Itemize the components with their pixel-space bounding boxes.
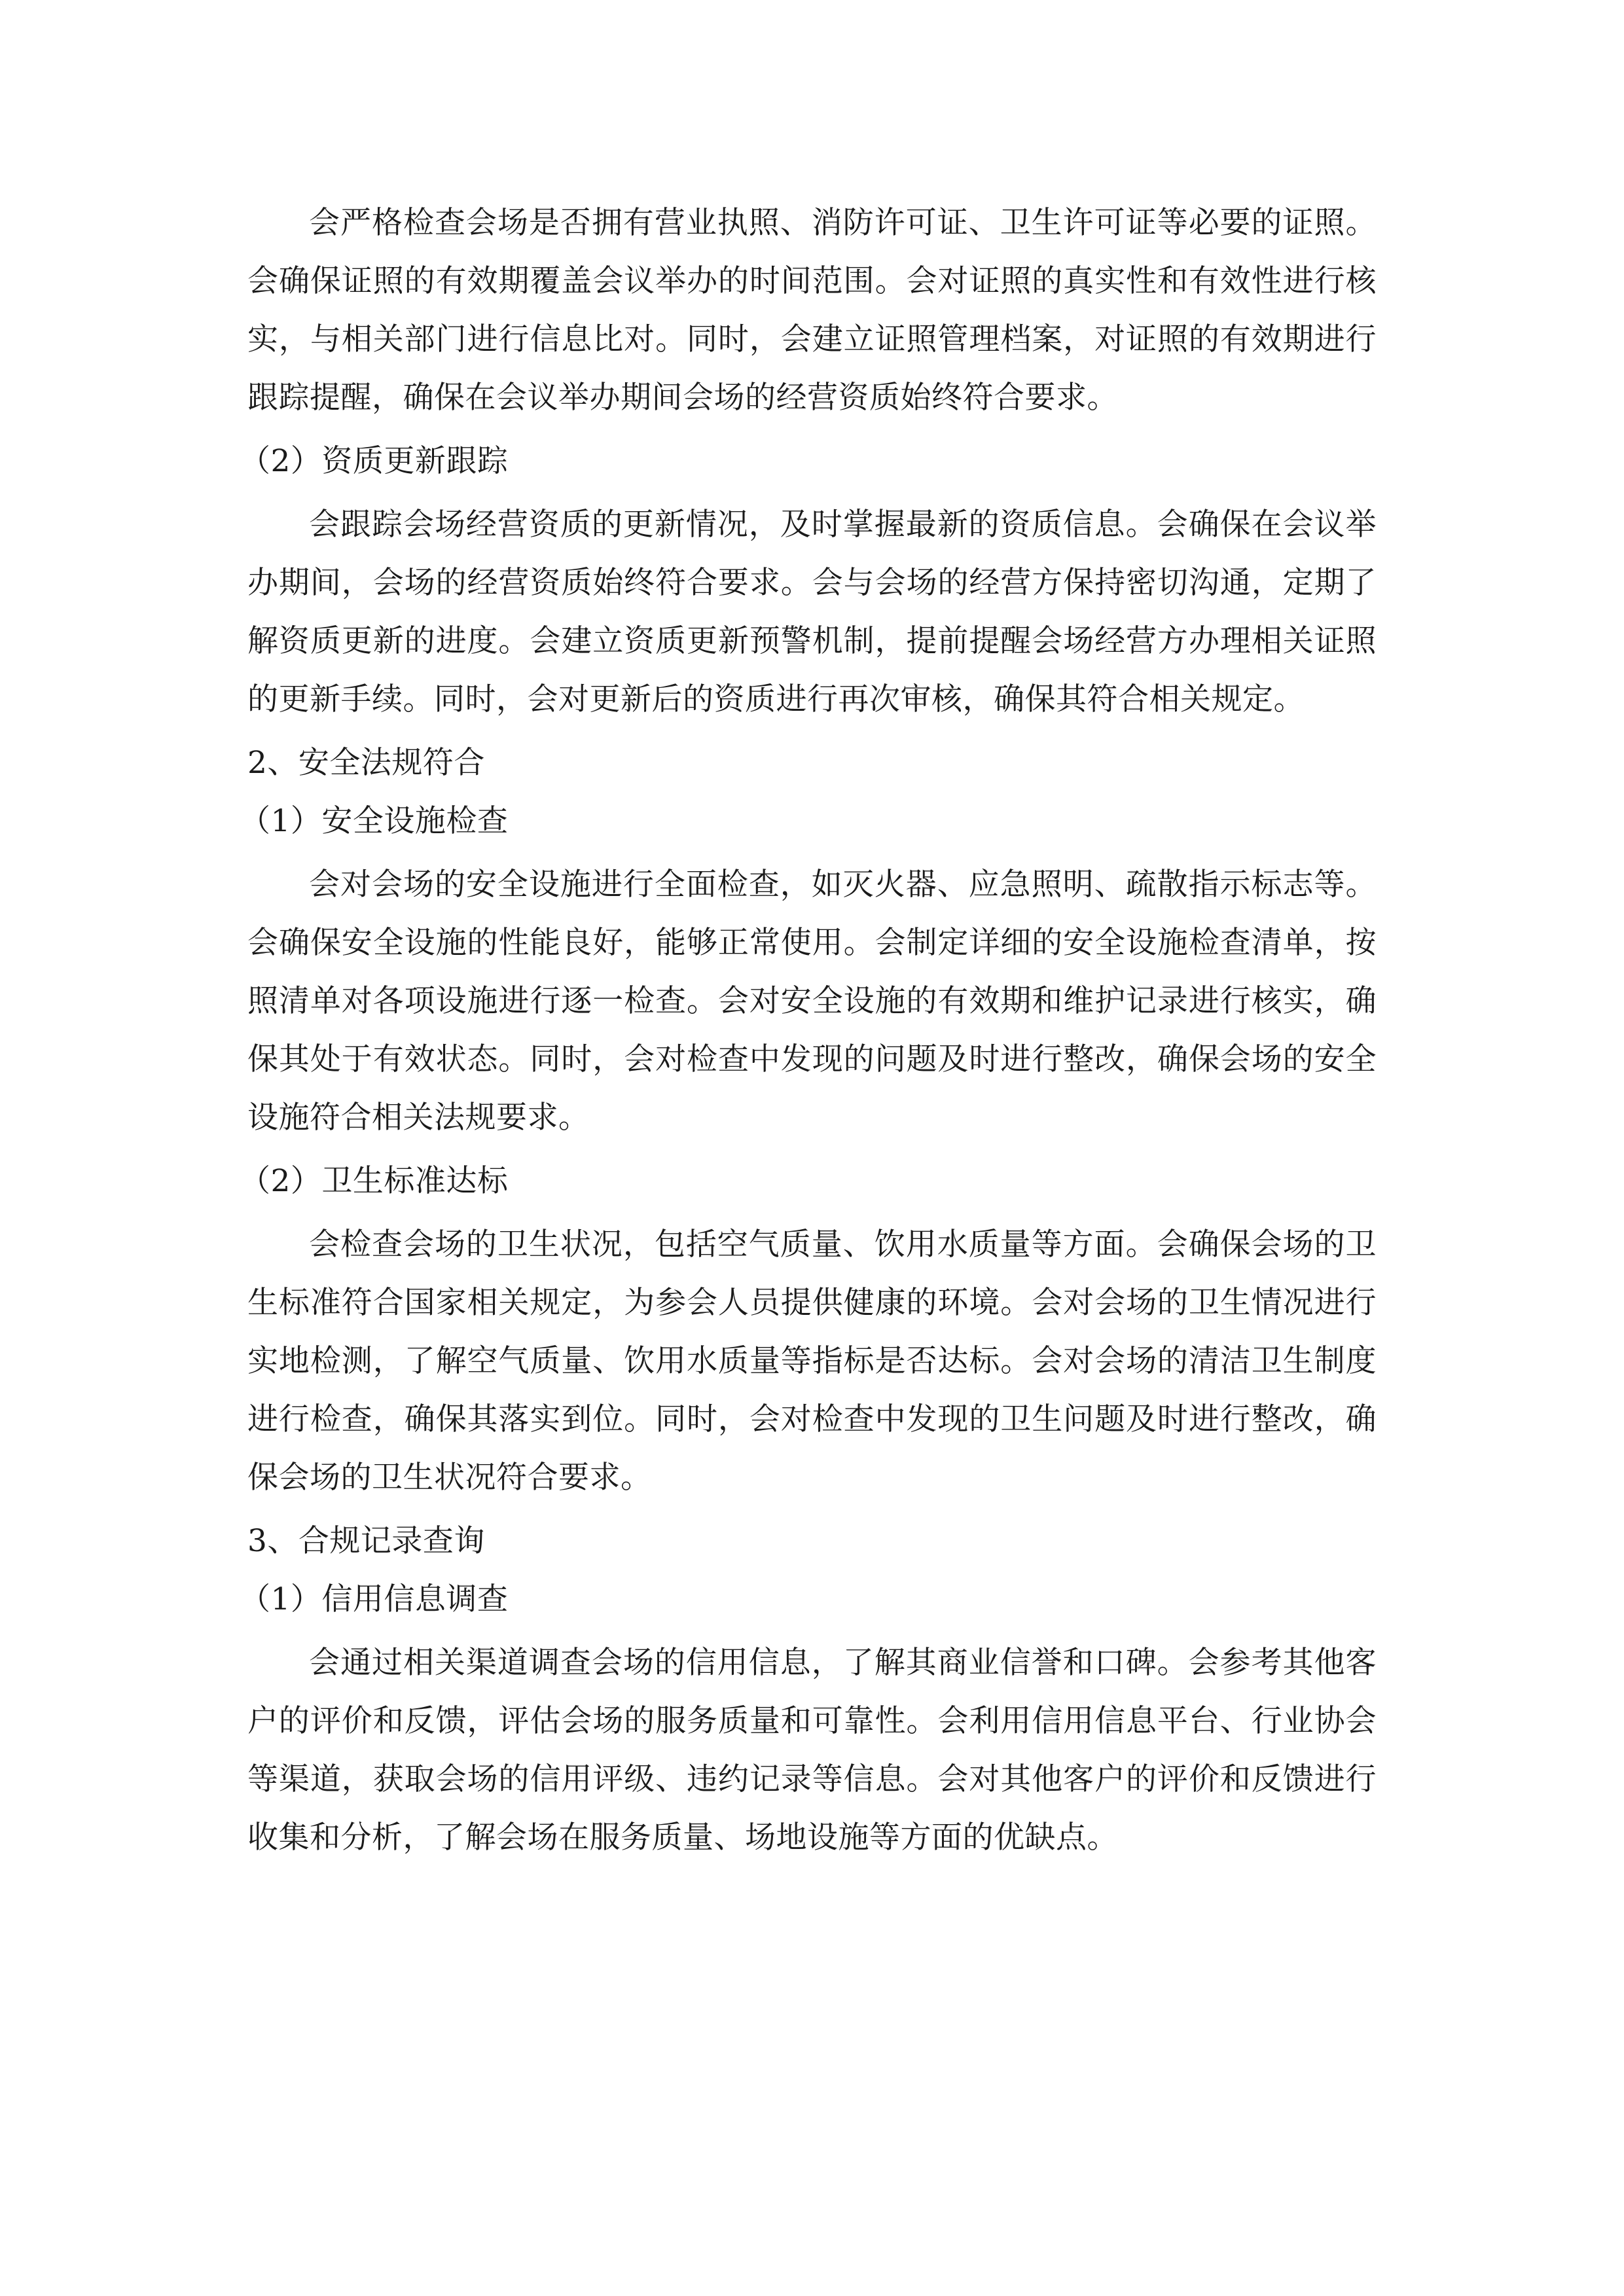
paragraph-hygiene-standard: 会检查会场的卫生状况，包括空气质量、饮用水质量等方面。会确保会场的卫生标准符合国家相关规定，为参会人员提供健康的环境。会对会场的卫生情况进行实地检测，了解空气质量、饮用水质量等指标是否达标。会对会场的清洁卫生制度进行检查，确保其落实到位。同时，会对检查中发现的卫生问题及时进行整改，确保会场的卫生状况符合要求。 [247, 1227, 1377, 1496]
document-page [240, 194, 1377, 1867]
paragraph-qualification-update: 会跟踪会场经营资质的更新情况，及时掌握最新的资质信息。会确保在会议举办期间，会场的经营资质始终符合要求。会与会场的经营方保持密切沟通，定期了解资质更新的进度。会建立资质更新预警机制，提前提醒会场经营方办理相关证照的更新手续。同时，会对更新后的资质进行再次审核，确保其符合相关规定。 [247, 507, 1377, 717]
subheading-credit-investigation: （1）信用信息调查 [240, 1581, 509, 1617]
subheading-hygiene-standard: （2）卫生标准达标 [240, 1163, 509, 1199]
subheading-qualification-update: （2）资质更新跟踪 [240, 443, 509, 479]
paragraph-license-check: 会严格检查会场是否拥有营业执照、消防许可证、卫生许可证等必要的证照。会确保证照的有效期覆盖会议举办的时间范围。会对证照的真实性和有效性进行核实，与相关部门进行信息比对。同时，会建立证照管理档案，对证照的有效期进行跟踪提醒，确保在会议举办期间会场的经营资质始终符合要求。 [247, 205, 1377, 416]
paragraph-safety-facility-check: 会对会场的安全设施进行全面检查，如灭火器、应急照明、疏散指示标志等。会确保安全设施的性能良好，能够正常使用。会制定详细的安全设施检查清单，按照清单对各项设施进行逐一检查。会对安全设施的有效期和维护记录进行核实，确保其处于有效状态。同时，会对检查中发现的问题及时进行整改，确保会场的安全设施符合相关法规要求。 [247, 867, 1377, 1136]
paragraph-credit-investigation: 会通过相关渠道调查会场的信用信息，了解其商业信誉和口碑。会参考其他客户的评价和反馈，评估会场的服务质量和可靠性。会利用信用信息平台、行业协会等渠道，获取会场的信用评级、违约记录等信息。会对其他客户的评价和反馈进行收集和分析，了解会场在服务质量、场地设施等方面的优缺点。 [247, 1645, 1377, 1856]
section-heading-compliance-records: 3、合规记录查询 [247, 1523, 485, 1559]
section-heading-safety-compliance: 2、安全法规符合 [247, 745, 485, 781]
subheading-safety-facility-check: （1）安全设施检查 [240, 803, 509, 839]
